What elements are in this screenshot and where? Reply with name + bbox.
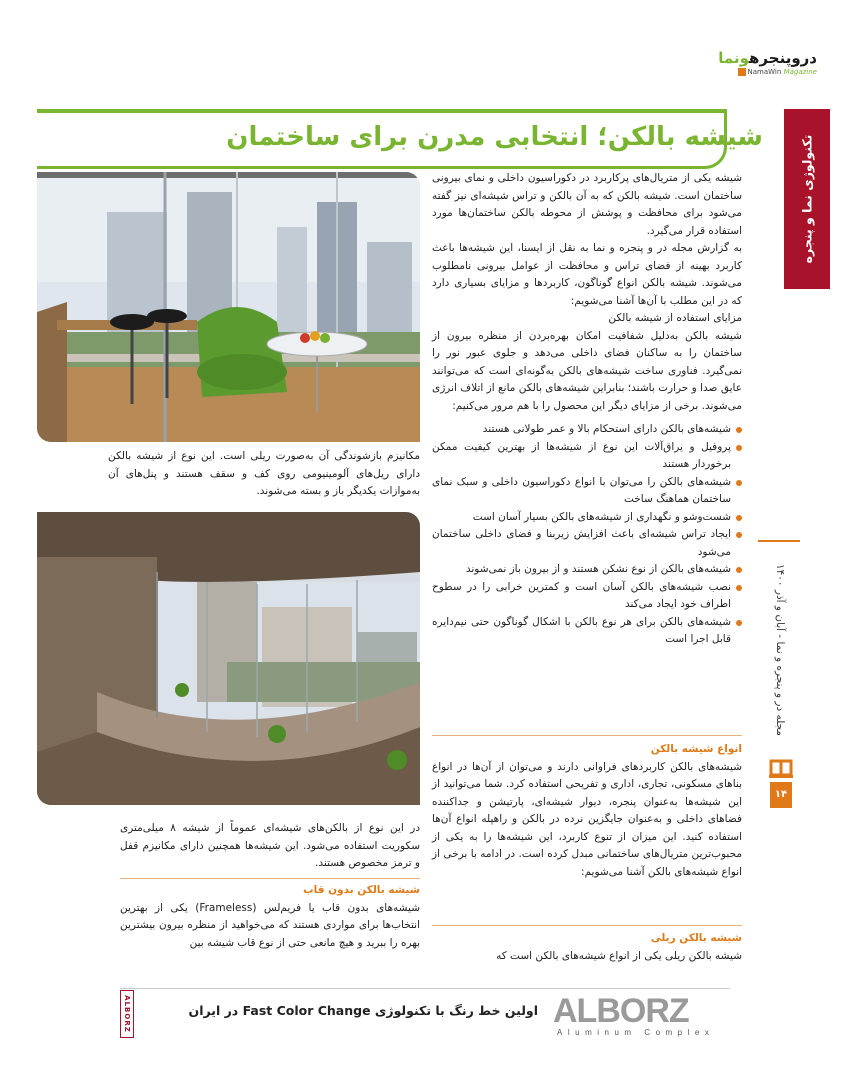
mini-brand-text: ALBORZ [123,995,131,1033]
types-paragraph: شیشه‌های بالکن کاربردهای فراوانی دارند و می‌توان از آن‌ها در انواع بناهای مسکونی، تجاری، اداری و تفریحی استفاده کرد. شما می‌توانید از این شیشه‌ها به‌عنوان پنجره، دیوار شیشه‌ای، پارتیشن و جداکننده فضاهای داخلی و به‌عنوان جایگزین نرده در بالکن و راهپله انواع آن‌ها استفاده کنید. این میزان از تنوع کاربرد، این شیشه‌ها را به یکی از محبوب‌ترین متریال‌های ساختمانی مبدل کرده است. در ادامه با برخی از انواع شیشه‌های بالکن آشنا می‌شویم: [432,760,742,878]
section-tab-label: تکنولوژی نما و پنجره [799,134,815,264]
logo-title-part-a: دروپنجره [749,49,817,67]
section-tab [784,109,830,289]
caption-2-block [120,820,420,873]
rail-paragraph: شیشه بالکن ریلی یکی از انواع شیشه‌های بالکن است که [496,949,742,962]
frameless-heading: شیشه بالکن بدون قاب [303,884,420,896]
section-divider [432,735,742,736]
list-item: نصب شیشه‌های بالکن آسان است و کمترین خرابی را در سطوح اطراف خود ایجاد می‌کند [432,579,742,614]
footer-slogan: اولین خط رنگ با تکنولوژی Fast Color Change در ایران [188,1003,538,1018]
alborz-logo [553,992,733,1038]
list-item: شیشه‌های بالکن برای هر نوع بالکن با اشکال گوناگون حتی نیم‌دایره قابل اجرا است [432,614,742,649]
journal-label-text: مجله در و پنجره و نما - آبان و آذر ۱۴۰۰ [774,564,786,736]
list-item: شیشه‌های بالکن دارای استحکام بالا و عمر طولانی هستند [432,421,742,439]
photo-caption-1 [108,448,420,501]
balcony-chairs-image [37,172,420,442]
frameless-paragraph: شیشه‌های بدون قاب یا فریم‌لس (Frameless) یکی از بهترین انتخاب‌ها برای مواردی هستند که می‌خواهید از منظره بیرون بیشترین بهره را ببرید و هیچ مانعی حتی از نوع قاب شیشه بین [120,901,421,949]
benefits-heading: مزایای استفاده از شیشه بالکن [608,312,742,324]
report-paragraph: به گزارش مجله در و پنجره و نما به نقل از ایسنا، این شیشه‌ها باعث کاربرد بهینه از فضای تراس و محافظت از عوامل بیرونی نامطلوب می‌شوند. شیشه بالکن انواع گوناگون، کاربردها و مزایای بسیاری دارد که در این مطلب با آن‌ها آشنا می‌شویم: [432,242,742,307]
caption-1-text: مکانیزم بازشوندگی آن به‌صورت ریلی است. این نوع از شیشه بالکن دارای ریل‌های آلومینیومی روی کف و سقف هستند و پنل‌های آن به‌موازات یکدیگر باز و بسته می‌شوند. [108,450,420,497]
curved-balcony-image [37,512,420,805]
list-item: پروفیل و یراق‌آلات این نوع از شیشه‌ها از بهترین کیفیت ممکن برخوردار هستند [432,439,742,474]
list-item: شست‌وشو و نگهداری از شیشه‌های بالکن بسیار آسان است [432,509,742,527]
caption-2-text: در این نوع از بالکن‌های شیشه‌ای عموماً از شیشه ۸ میلی‌متری سکوریت استفاده می‌شود. این شیشه‌ها همچنین دارای مکانیزم قفل و ترمز مخصوص هستند. [120,822,420,869]
magazine-logo-title [707,50,817,67]
benefits-paragraph: شیشه بالکن به‌دلیل شفافیت امکان بهره‌بردن از منظره بیرون از ساختمان را به ساکنان فضای داخلی می‌دهد و جلوی عبور نور را نمی‌گیرد. فناوری ساخت شیشه‌های بالکن به‌گونه‌ای است که می‌توانند عایق صدا و حرارت باشند؛ بنابراین شیشه‌های بالکن مانع از اتلاف انرژی می‌شوند. برخی از مزایای دیگر این محصول را با هم مرور می‌کنیم: [432,329,742,412]
journal-accent-bar [758,540,800,542]
section-divider [120,878,420,879]
logo-sub-magazine: Magazine [783,68,817,76]
magazine-logo-subtitle [707,67,817,77]
intro-paragraph: شیشه یکی از متریال‌های پرکاربرد در دکوراسیون داخلی و نمای بیرونی ساختمان است. شیشه بالکن که به آن بالکن و تراس شیشه‌ای نیز گفته می‌شود برای محافظت و پوشش از محوطه بالکن ساختمان‌ها مورد استفاده قرار می‌گیرد. [432,172,742,237]
article-column-right [432,170,742,649]
mini-brand-logo [120,990,134,1038]
balcony-photo-2 [37,512,420,805]
list-item: شیشه‌های بالکن را می‌توان با انواع دکوراسیون داخلی و سبک نمای ساختمان هماهنگ ساخت [432,474,742,509]
types-section [432,741,742,881]
frameless-section [120,882,420,952]
footer-divider [120,988,730,989]
magazine-logo [707,50,817,84]
page-number: ۱۴ [770,782,792,808]
logo-sub-name: NamaWin [747,68,782,76]
list-item: ایجاد تراس شیشه‌ای باعث افزایش زیربنا و فضای داخلی ساختمان می‌شود [432,526,742,561]
logo-square-icon [738,68,746,76]
section-divider [432,925,742,926]
list-item: شیشه‌های بالکن از نوع نشکن هستند و از بیرون باز نمی‌شوند [432,561,742,579]
alborz-sub-text: Aluminum Complex [557,1028,715,1037]
balcony-photo-1 [37,172,420,442]
types-heading: انواع شیشه بالکن [650,743,742,755]
rail-heading: شیشه بالکن ریلی [650,932,742,944]
article-title: شیشه بالکن؛ انتخابی مدرن برای ساختمان [226,122,763,152]
benefits-list [432,421,742,649]
logo-title-part-b: ونما [718,49,750,67]
rail-section [432,930,742,965]
window-icon [768,755,794,781]
journal-label [772,545,788,755]
alborz-brand-text: ALBORZ [553,992,689,1030]
